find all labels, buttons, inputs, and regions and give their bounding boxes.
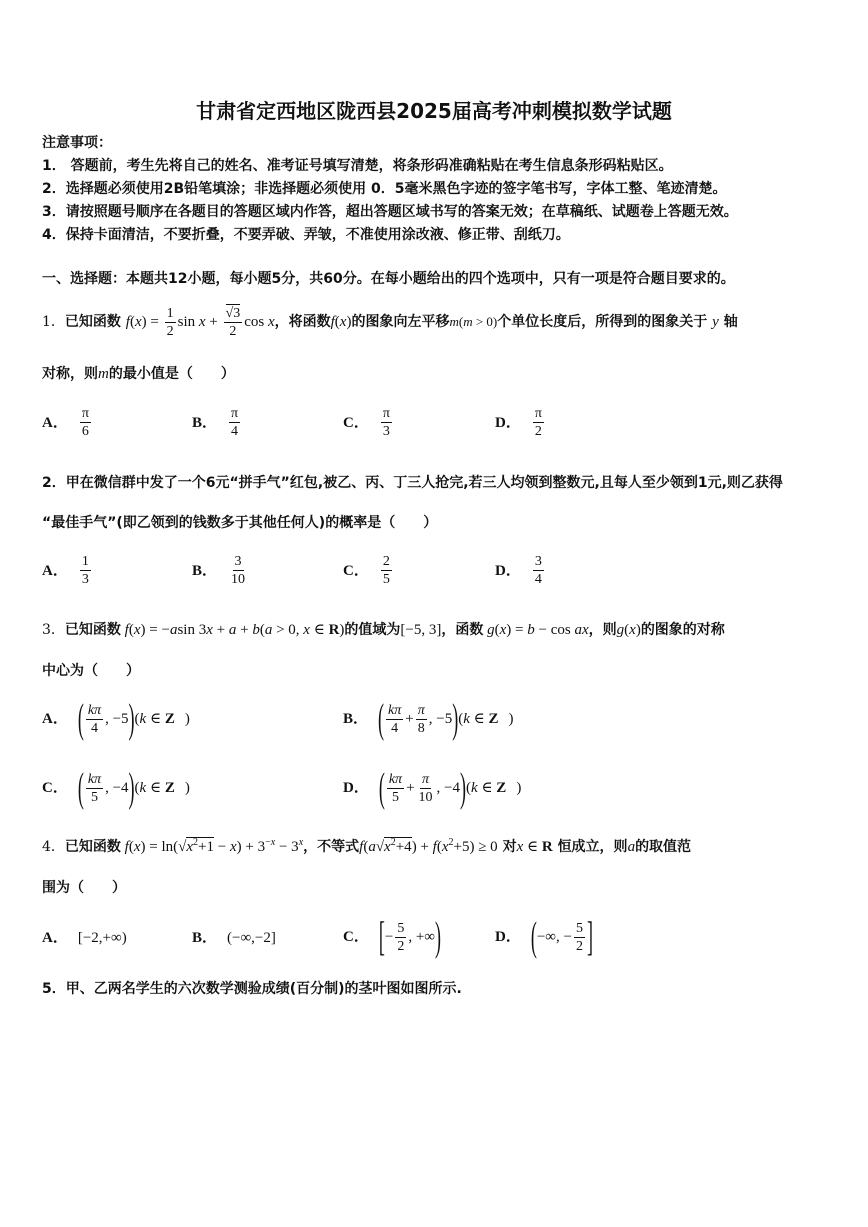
q1-line1: 1．已知函数 f(x) = $\frac{1}{2}$ sin x + $\frac{√3}{2}$ cos x，将函数f(x)的图象向左平移m(m > 0)个单位长度后，所得到的图象关于 y 轴 [42, 306, 738, 340]
q3-line2: 中心为（ ） [42, 663, 140, 679]
q4-option-d[interactable]: D． (−∞, − $\frac{5}{2}$ ] [495, 913, 593, 960]
q2-option-d[interactable]: D． $\frac{3}{4}$ [495, 554, 542, 587]
notice-heading: 注意事项： [42, 135, 112, 151]
q4-option-b[interactable]: B． (−∞,−2] [192, 930, 276, 946]
notice-item-4: 4．保持卡面清洁，不要折叠，不要弄破、弄皱，不准使用涂改液、修正带、刮纸刀。 [42, 227, 570, 243]
section-heading: 一、选择题：本题共12小题，每小题5分，共60分。在每小题给出的四个选项中，只有一项是符合题目要求的。 [42, 271, 735, 287]
q1-option-d[interactable]: D． $\frac{\pi}{2}$ [495, 406, 542, 439]
q3-option-d[interactable]: D． ( $\frac{k\pi}{5}$ + $\frac{\pi}{10}$ , −4)(k ∈ Z ) [343, 764, 522, 811]
q3-option-b[interactable]: B． ( $\frac{k\pi}{4}$ + $\frac{\pi}{8}$ , −5)(k ∈ Z ) [343, 695, 514, 742]
q3-option-a[interactable]: A． ( $\frac{k\pi}{4}$ , −5)(k ∈ Z ) [42, 695, 190, 742]
q2-line1: 2．甲在微信群中发了一个6元“拼手气”红包,被乙、丙、丁三人抢完,若三人均领到整数元,且每人至少领到1元,则乙获得 [42, 475, 783, 491]
q1-option-a[interactable]: A． $\frac{\pi}{6}$ [42, 406, 89, 439]
notice-item-2: 2．选择题必须使用2B铅笔填涂；非选择题必须使用 0．5毫米黑色字迹的签字笔书写，字体工整、笔迹清楚。 [42, 181, 727, 197]
q2-option-c[interactable]: C． $\frac{2}{5}$ [343, 554, 390, 587]
q1-function: f(x) = $\frac{1}{2}$ sin x + $\frac{√3}{2}$ cos x [125, 306, 275, 340]
q3-option-c[interactable]: C． ( $\frac{k\pi}{5}$ , −4)(k ∈ Z ) [42, 764, 190, 811]
q4-option-c[interactable]: C． [− $\frac{5}{2}$ , +∞) [343, 913, 441, 960]
q2-option-b[interactable]: B． $\frac{3}{10}$ [192, 554, 246, 587]
q1-number: 1． [42, 314, 65, 330]
notice-item-3: 3．请按照题号顺序在各题目的答题区域内作答，超出答题区域书写的答案无效；在草稿纸、试题卷上答题无效。 [42, 204, 738, 220]
q2-option-a[interactable]: A． $\frac{1}{3}$ [42, 554, 89, 587]
q4-option-a[interactable]: A． [−2,+∞) [42, 930, 127, 946]
q1-option-b[interactable]: B． $\frac{\pi}{4}$ [192, 406, 239, 439]
q4-line1: 4．已知函数 $f(x) = \ln(√x^2+1 - x) + 3^{-x} - 3^x$，不等式$f(a√x^2+4) + f(x^2+5) \ge 0$ 对x ∈ R 恒成立，则a的取值范 [42, 837, 692, 855]
q3-line1: 3．已知函数 f(x) = −asin 3x + a + b(a > 0, x ∈ R)的值域为[−5, 3]，函数 g(x) = b − cos ax，则g(x)的图象的对称 [42, 622, 725, 638]
q2-line2: “最佳手气”(即乙领到的钱数多于其他任何人)的概率是（ ） [42, 515, 438, 531]
notice-item-1: 1． 答题前，考生先将自己的姓名、准考证号填写清楚，将条形码准确粘贴在考生信息条形码粘贴区。 [42, 158, 673, 174]
q1-option-c[interactable]: C． $\frac{\pi}{3}$ [343, 406, 390, 439]
q5-line1: 5．甲、乙两名学生的六次数学测验成绩(百分制)的茎叶图如图所示. [42, 981, 462, 997]
q4-line2: 围为（ ） [42, 880, 126, 896]
page-title: 甘肃省定西地区陇西县2025届高考冲刺模拟数学试题 [196, 99, 672, 123]
q1-line2: 对称，则m的最小值是（ ） [42, 366, 235, 382]
